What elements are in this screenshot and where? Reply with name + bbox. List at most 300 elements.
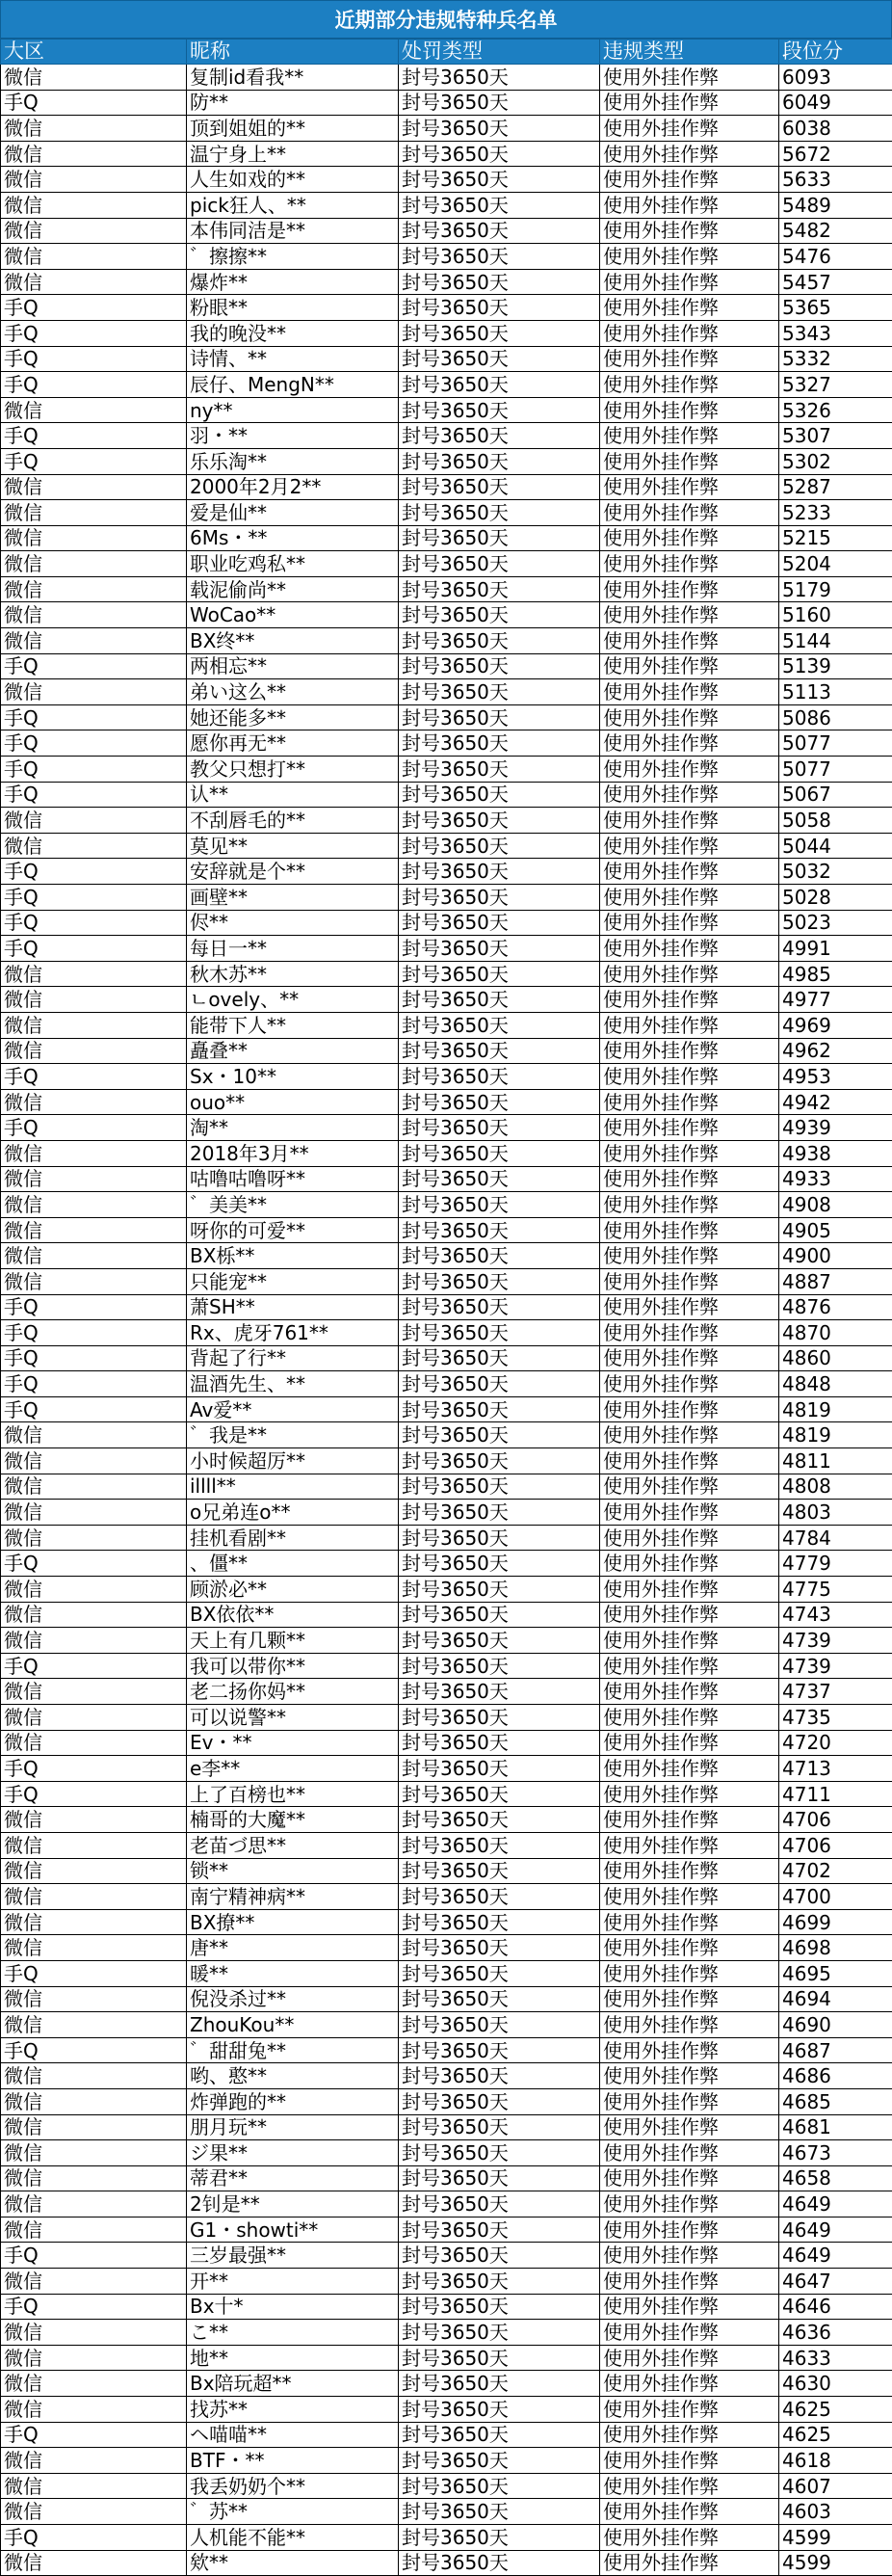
table-row xyxy=(1,730,892,757)
cell-rank-score: 4633 xyxy=(779,2345,892,2371)
table-row xyxy=(1,295,892,321)
cell-violation-type: 使用外挂作弊 xyxy=(600,1781,779,1807)
cell-nickname: 本伟同洁是** xyxy=(187,218,399,244)
cell-nickname: 呀你的可爱** xyxy=(187,1217,399,1243)
table-row xyxy=(1,602,892,628)
cell-rank-score: 4647 xyxy=(779,2269,892,2295)
cell-violation-type: 使用外挂作弊 xyxy=(600,141,779,167)
table-row xyxy=(1,1500,892,1526)
cell-penalty-type: 封号3650天 xyxy=(399,1294,600,1320)
cell-penalty-type: 封号3650天 xyxy=(399,1500,600,1526)
cell-nickname: 2018年3月** xyxy=(187,1140,399,1166)
cell-violation-type: 使用外挂作弊 xyxy=(600,218,779,244)
table-row xyxy=(1,1986,892,2012)
cell-penalty-type: 封号3650天 xyxy=(399,474,600,500)
cell-rank-score: 5633 xyxy=(779,167,892,193)
cell-violation-type: 使用外挂作弊 xyxy=(600,2140,779,2166)
cell-nickname: 两相忘** xyxy=(187,653,399,679)
cell-nickname: 能带下人** xyxy=(187,1012,399,1038)
cell-region: 手Q xyxy=(1,885,187,911)
cell-violation-type: 使用外挂作弊 xyxy=(600,576,779,602)
table-row xyxy=(1,500,892,526)
cell-penalty-type: 封号3650天 xyxy=(399,141,600,167)
table-row xyxy=(1,704,892,730)
table-row xyxy=(1,320,892,346)
cell-region: 微信 xyxy=(1,1140,187,1166)
cell-penalty-type: 封号3650天 xyxy=(399,2422,600,2448)
cell-violation-type: 使用外挂作弊 xyxy=(600,2243,779,2269)
table-row xyxy=(1,474,892,500)
cell-violation-type: 使用外挂作弊 xyxy=(600,1858,779,1884)
table-row xyxy=(1,1345,892,1371)
cell-region: 手Q xyxy=(1,2525,187,2551)
cell-violation-type: 使用外挂作弊 xyxy=(600,987,779,1013)
cell-violation-type: 使用外挂作弊 xyxy=(600,1320,779,1346)
cell-rank-score: 5343 xyxy=(779,320,892,346)
cell-rank-score: 4607 xyxy=(779,2473,892,2499)
cell-rank-score: 4706 xyxy=(779,1807,892,1833)
cell-penalty-type: 封号3650天 xyxy=(399,1268,600,1294)
cell-nickname: Sx・10** xyxy=(187,1064,399,1090)
cell-violation-type: 使用外挂作弊 xyxy=(600,936,779,962)
cell-rank-score: 4695 xyxy=(779,1960,892,1986)
cell-penalty-type: 封号3650天 xyxy=(399,2320,600,2346)
cell-penalty-type: 封号3650天 xyxy=(399,833,600,859)
cell-penalty-type: 封号3650天 xyxy=(399,1628,600,1654)
cell-penalty-type: 封号3650天 xyxy=(399,2397,600,2423)
cell-rank-score: 5023 xyxy=(779,910,892,936)
cell-region: 微信 xyxy=(1,65,187,91)
cell-rank-score: 4599 xyxy=(779,2525,892,2551)
cell-nickname: 我可以带你** xyxy=(187,1653,399,1679)
cell-penalty-type: 封号3650天 xyxy=(399,1602,600,1628)
cell-nickname: 炸弹跑的** xyxy=(187,2088,399,2114)
cell-region: 微信 xyxy=(1,833,187,859)
cell-rank-score: 6093 xyxy=(779,65,892,91)
table-row xyxy=(1,1089,892,1115)
cell-violation-type: 使用外挂作弊 xyxy=(600,808,779,834)
cell-nickname: 2钊是** xyxy=(187,2191,399,2217)
table-row xyxy=(1,1012,892,1038)
table-row xyxy=(1,2140,892,2166)
cell-violation-type: 使用外挂作弊 xyxy=(600,679,779,705)
cell-nickname: 2000年2月2** xyxy=(187,474,399,500)
table-row xyxy=(1,1705,892,1731)
cell-rank-score: 4870 xyxy=(779,1320,892,1346)
table-row xyxy=(1,2269,892,2295)
cell-violation-type: 使用外挂作弊 xyxy=(600,2012,779,2038)
table-row xyxy=(1,808,892,834)
cell-region: 手Q xyxy=(1,1653,187,1679)
cell-region: 微信 xyxy=(1,1192,187,1218)
cell-nickname: BTF・** xyxy=(187,2448,399,2474)
cell-violation-type: 使用外挂作弊 xyxy=(600,1448,779,1474)
cell-violation-type: 使用外挂作弊 xyxy=(600,1115,779,1141)
cell-region: 微信 xyxy=(1,1422,187,1448)
cell-region: 手Q xyxy=(1,910,187,936)
cell-rank-score: 4933 xyxy=(779,1166,892,1192)
table-row xyxy=(1,1422,892,1448)
table-row xyxy=(1,2243,892,2269)
cell-penalty-type: 封号3650天 xyxy=(399,65,600,91)
cell-nickname: 三岁最强** xyxy=(187,2243,399,2269)
cell-nickname: G1・showti** xyxy=(187,2217,399,2243)
cell-region: 微信 xyxy=(1,1268,187,1294)
cell-penalty-type: 封号3650天 xyxy=(399,2448,600,2474)
cell-nickname: 职业吃鸡私** xyxy=(187,551,399,577)
cell-rank-score: 4681 xyxy=(779,2114,892,2140)
table-row xyxy=(1,1602,892,1628)
table-row xyxy=(1,679,892,705)
cell-penalty-type: 封号3650天 xyxy=(399,1705,600,1731)
cell-nickname: 人机能不能** xyxy=(187,2525,399,2551)
table-row xyxy=(1,2320,892,2346)
cell-region: 微信 xyxy=(1,1500,187,1526)
cell-rank-score: 5058 xyxy=(779,808,892,834)
cell-region: 微信 xyxy=(1,2140,187,2166)
table-row xyxy=(1,2191,892,2217)
cell-region: 微信 xyxy=(1,1166,187,1192)
cell-penalty-type: 封号3650天 xyxy=(399,1679,600,1705)
cell-region: 手Q xyxy=(1,782,187,808)
table-row xyxy=(1,116,892,142)
table-row xyxy=(1,192,892,218)
cell-penalty-type: 封号3650天 xyxy=(399,1166,600,1192)
cell-penalty-type: 封号3650天 xyxy=(399,167,600,193)
cell-penalty-type: 封号3650天 xyxy=(399,90,600,116)
cell-rank-score: 5032 xyxy=(779,859,892,885)
cell-penalty-type: 封号3650天 xyxy=(399,910,600,936)
cell-penalty-type: 封号3650天 xyxy=(399,2550,600,2576)
cell-region: 微信 xyxy=(1,2371,187,2397)
header-rank-score: 段位分 xyxy=(779,40,892,65)
cell-violation-type: 使用外挂作弊 xyxy=(600,2371,779,2397)
cell-nickname: Ev・** xyxy=(187,1730,399,1756)
cell-violation-type: 使用外挂作弊 xyxy=(600,1628,779,1654)
cell-nickname: 认** xyxy=(187,782,399,808)
table-row xyxy=(1,551,892,577)
table-row xyxy=(1,423,892,449)
cell-nickname: こ** xyxy=(187,2320,399,2346)
cell-region: 微信 xyxy=(1,2088,187,2114)
cell-rank-score: 4646 xyxy=(779,2294,892,2320)
table-row xyxy=(1,1525,892,1551)
cell-violation-type: 使用外挂作弊 xyxy=(600,2320,779,2346)
cell-region: 微信 xyxy=(1,1705,187,1731)
cell-nickname: 安辞就是个** xyxy=(187,859,399,885)
ban-list-table xyxy=(0,39,892,2576)
cell-nickname: 老苗づ思** xyxy=(187,1832,399,1858)
cell-nickname: 人生如戏的** xyxy=(187,167,399,193)
cell-rank-score: 5086 xyxy=(779,704,892,730)
cell-nickname: 开** xyxy=(187,2269,399,2295)
cell-nickname: 挂机看剧** xyxy=(187,1525,399,1551)
table-row xyxy=(1,833,892,859)
table-row xyxy=(1,1192,892,1218)
table-row xyxy=(1,936,892,962)
cell-rank-score: 4900 xyxy=(779,1243,892,1269)
cell-region: 微信 xyxy=(1,1217,187,1243)
cell-rank-score: 4905 xyxy=(779,1217,892,1243)
table-row xyxy=(1,2063,892,2089)
table-row xyxy=(1,1294,892,1320)
cell-penalty-type: 封号3650天 xyxy=(399,1577,600,1603)
cell-nickname: 愿你再无** xyxy=(187,730,399,757)
table-row xyxy=(1,141,892,167)
cell-region: 微信 xyxy=(1,2114,187,2140)
cell-penalty-type: 封号3650天 xyxy=(399,782,600,808)
cell-rank-score: 6049 xyxy=(779,90,892,116)
table-row xyxy=(1,2294,892,2320)
cell-nickname: 复制id看我** xyxy=(187,65,399,91)
table-row xyxy=(1,1038,892,1064)
table-row xyxy=(1,1140,892,1166)
cell-penalty-type: 封号3650天 xyxy=(399,1140,600,1166)
cell-nickname: Bx十* xyxy=(187,2294,399,2320)
cell-region: 微信 xyxy=(1,602,187,628)
cell-region: 手Q xyxy=(1,90,187,116)
cell-rank-score: 4673 xyxy=(779,2140,892,2166)
cell-penalty-type: 封号3650天 xyxy=(399,859,600,885)
cell-nickname: ㄴovely、** xyxy=(187,987,399,1013)
table-row xyxy=(1,885,892,911)
cell-violation-type: 使用外挂作弊 xyxy=(600,65,779,91)
cell-penalty-type: 封号3650天 xyxy=(399,2012,600,2038)
cell-region: 微信 xyxy=(1,808,187,834)
cell-violation-type: 使用外挂作弊 xyxy=(600,1243,779,1269)
cell-nickname: 我丢奶奶个** xyxy=(187,2473,399,2499)
cell-rank-score: 4737 xyxy=(779,1679,892,1705)
cell-rank-score: 4942 xyxy=(779,1089,892,1115)
cell-penalty-type: 封号3650天 xyxy=(399,372,600,398)
cell-region: 手Q xyxy=(1,730,187,757)
table-row xyxy=(1,1166,892,1192)
table-row xyxy=(1,1243,892,1269)
cell-penalty-type: 封号3650天 xyxy=(399,1345,600,1371)
cell-penalty-type: 封号3650天 xyxy=(399,1781,600,1807)
cell-rank-score: 5365 xyxy=(779,295,892,321)
table-row xyxy=(1,2088,892,2114)
cell-violation-type: 使用外挂作弊 xyxy=(600,1960,779,1986)
table-row xyxy=(1,1884,892,1910)
cell-penalty-type: 封号3650天 xyxy=(399,2165,600,2191)
cell-penalty-type: 封号3650天 xyxy=(399,808,600,834)
cell-violation-type: 使用外挂作弊 xyxy=(600,1909,779,1935)
cell-nickname: o兄弟连o** xyxy=(187,1500,399,1526)
cell-rank-score: 5179 xyxy=(779,576,892,602)
cell-region: 微信 xyxy=(1,2397,187,2423)
cell-region: 手Q xyxy=(1,320,187,346)
cell-nickname: ZhouKou** xyxy=(187,2012,399,2038)
cell-penalty-type: 封号3650天 xyxy=(399,1935,600,1961)
cell-rank-score: 4706 xyxy=(779,1832,892,1858)
cell-nickname: 她还能多** xyxy=(187,704,399,730)
cell-rank-score: 4713 xyxy=(779,1756,892,1782)
cell-penalty-type: 封号3650天 xyxy=(399,525,600,551)
cell-penalty-type: 封号3650天 xyxy=(399,602,600,628)
cell-rank-score: 4649 xyxy=(779,2243,892,2269)
cell-violation-type: 使用外挂作弊 xyxy=(600,2525,779,2551)
cell-violation-type: 使用外挂作弊 xyxy=(600,1577,779,1603)
cell-rank-score: 5326 xyxy=(779,397,892,423)
table-row xyxy=(1,2550,892,2576)
cell-nickname: 诗情、** xyxy=(187,346,399,372)
cell-nickname: 矗叠** xyxy=(187,1038,399,1064)
cell-region: 微信 xyxy=(1,1986,187,2012)
cell-region: 微信 xyxy=(1,1577,187,1603)
cell-penalty-type: 封号3650天 xyxy=(399,2345,600,2371)
cell-region: 手Q xyxy=(1,704,187,730)
cell-rank-score: 5287 xyxy=(779,474,892,500)
table-row xyxy=(1,859,892,885)
cell-penalty-type: 封号3650天 xyxy=(399,628,600,654)
cell-violation-type: 使用外挂作弊 xyxy=(600,320,779,346)
cell-violation-type: 使用外挂作弊 xyxy=(600,525,779,551)
cell-penalty-type: 封号3650天 xyxy=(399,1012,600,1038)
cell-rank-score: 4819 xyxy=(779,1422,892,1448)
cell-rank-score: 4784 xyxy=(779,1525,892,1551)
cell-region: 手Q xyxy=(1,859,187,885)
cell-penalty-type: 封号3650天 xyxy=(399,1371,600,1397)
cell-penalty-type: 封号3650天 xyxy=(399,936,600,962)
table-row xyxy=(1,1832,892,1858)
cell-penalty-type: 封号3650天 xyxy=(399,269,600,295)
cell-penalty-type: 封号3650天 xyxy=(399,2217,600,2243)
cell-region: 手Q xyxy=(1,295,187,321)
cell-penalty-type: 封号3650天 xyxy=(399,1320,600,1346)
cell-nickname: 萧SH** xyxy=(187,1294,399,1320)
cell-rank-score: 5067 xyxy=(779,782,892,808)
cell-rank-score: 5476 xyxy=(779,244,892,270)
cell-violation-type: 使用外挂作弊 xyxy=(600,551,779,577)
table-row xyxy=(1,1909,892,1935)
cell-nickname: 只能宠** xyxy=(187,1268,399,1294)
cell-violation-type: 使用外挂作弊 xyxy=(600,1884,779,1910)
cell-violation-type: 使用外挂作弊 xyxy=(600,961,779,987)
cell-region: 微信 xyxy=(1,628,187,654)
cell-violation-type: 使用外挂作弊 xyxy=(600,1294,779,1320)
cell-rank-score: 4700 xyxy=(779,1884,892,1910)
cell-penalty-type: 封号3650天 xyxy=(399,1730,600,1756)
cell-violation-type: 使用外挂作弊 xyxy=(600,2037,779,2063)
cell-violation-type: 使用外挂作弊 xyxy=(600,885,779,911)
cell-region: 手Q xyxy=(1,1064,187,1090)
cell-penalty-type: 封号3650天 xyxy=(399,2140,600,2166)
cell-penalty-type: 封号3650天 xyxy=(399,961,600,987)
cell-violation-type: 使用外挂作弊 xyxy=(600,2165,779,2191)
cell-region: 微信 xyxy=(1,1679,187,1705)
cell-penalty-type: 封号3650天 xyxy=(399,2088,600,2114)
cell-nickname: 天上有几颗** xyxy=(187,1628,399,1654)
cell-region: 微信 xyxy=(1,244,187,270)
cell-penalty-type: 封号3650天 xyxy=(399,244,600,270)
table-row xyxy=(1,1396,892,1422)
table-row xyxy=(1,346,892,372)
cell-penalty-type: 封号3650天 xyxy=(399,1396,600,1422)
cell-violation-type: 使用外挂作弊 xyxy=(600,2217,779,2243)
table-row xyxy=(1,525,892,551)
table-row xyxy=(1,2217,892,2243)
cell-rank-score: 4603 xyxy=(779,2499,892,2525)
cell-penalty-type: 封号3650天 xyxy=(399,2371,600,2397)
cell-nickname: 不刮唇毛的** xyxy=(187,808,399,834)
cell-nickname: BX撩** xyxy=(187,1909,399,1935)
cell-penalty-type: 封号3650天 xyxy=(399,2294,600,2320)
cell-violation-type: 使用外挂作弊 xyxy=(600,1500,779,1526)
cell-region: 手Q xyxy=(1,1320,187,1346)
cell-violation-type: 使用外挂作弊 xyxy=(600,90,779,116)
cell-penalty-type: 封号3650天 xyxy=(399,448,600,474)
cell-rank-score: 4779 xyxy=(779,1551,892,1577)
cell-nickname: ny** xyxy=(187,397,399,423)
cell-penalty-type: 封号3650天 xyxy=(399,2525,600,2551)
cell-violation-type: 使用外挂作弊 xyxy=(600,500,779,526)
cell-rank-score: 5215 xyxy=(779,525,892,551)
cell-rank-score: 5672 xyxy=(779,141,892,167)
cell-nickname: BX依依** xyxy=(187,1602,399,1628)
cell-nickname: 可以说警** xyxy=(187,1705,399,1731)
cell-nickname: illll** xyxy=(187,1474,399,1500)
cell-rank-score: 4939 xyxy=(779,1115,892,1141)
cell-penalty-type: 封号3650天 xyxy=(399,1858,600,1884)
cell-violation-type: 使用外挂作弊 xyxy=(600,1268,779,1294)
cell-nickname: 地** xyxy=(187,2345,399,2371)
cell-violation-type: 使用外挂作弊 xyxy=(600,2422,779,2448)
cell-penalty-type: 封号3650天 xyxy=(399,679,600,705)
cell-violation-type: 使用外挂作弊 xyxy=(600,2269,779,2295)
cell-nickname: 莫见** xyxy=(187,833,399,859)
cell-nickname: 、僵** xyxy=(187,1551,399,1577)
cell-violation-type: 使用外挂作弊 xyxy=(600,2191,779,2217)
cell-region: 手Q xyxy=(1,1371,187,1397)
cell-violation-type: 使用外挂作弊 xyxy=(600,1986,779,2012)
table-row xyxy=(1,2473,892,2499)
cell-nickname: 弟い这么** xyxy=(187,679,399,705)
table-row xyxy=(1,448,892,474)
cell-rank-score: 4699 xyxy=(779,1909,892,1935)
cell-rank-score: 4690 xyxy=(779,2012,892,2038)
cell-region: 手Q xyxy=(1,1294,187,1320)
cell-nickname: 秋木苏** xyxy=(187,961,399,987)
cell-nickname: Bx陪玩超** xyxy=(187,2371,399,2397)
cell-penalty-type: 封号3650天 xyxy=(399,397,600,423)
table-row xyxy=(1,1064,892,1090)
cell-rank-score: 4658 xyxy=(779,2165,892,2191)
cell-rank-score: 4938 xyxy=(779,1140,892,1166)
cell-violation-type: 使用外挂作弊 xyxy=(600,2345,779,2371)
cell-nickname: e李** xyxy=(187,1756,399,1782)
cell-region: 微信 xyxy=(1,2063,187,2089)
cell-violation-type: 使用外挂作弊 xyxy=(600,1422,779,1448)
cell-rank-score: 5113 xyxy=(779,679,892,705)
cell-violation-type: 使用外挂作弊 xyxy=(600,1525,779,1551)
cell-violation-type: 使用外挂作弊 xyxy=(600,1679,779,1705)
cell-region: 手Q xyxy=(1,1756,187,1782)
cell-rank-score: 4739 xyxy=(779,1653,892,1679)
table-row xyxy=(1,1807,892,1833)
cell-rank-score: 4739 xyxy=(779,1628,892,1654)
cell-rank-score: 4803 xyxy=(779,1500,892,1526)
cell-region: 手Q xyxy=(1,2243,187,2269)
cell-region: 微信 xyxy=(1,116,187,142)
cell-violation-type: 使用外挂作弊 xyxy=(600,1217,779,1243)
cell-violation-type: 使用外挂作弊 xyxy=(600,1730,779,1756)
table-row xyxy=(1,1448,892,1474)
cell-region: 手Q xyxy=(1,936,187,962)
cell-violation-type: 使用外挂作弊 xyxy=(600,397,779,423)
cell-penalty-type: 封号3650天 xyxy=(399,1115,600,1141)
cell-region: 微信 xyxy=(1,961,187,987)
